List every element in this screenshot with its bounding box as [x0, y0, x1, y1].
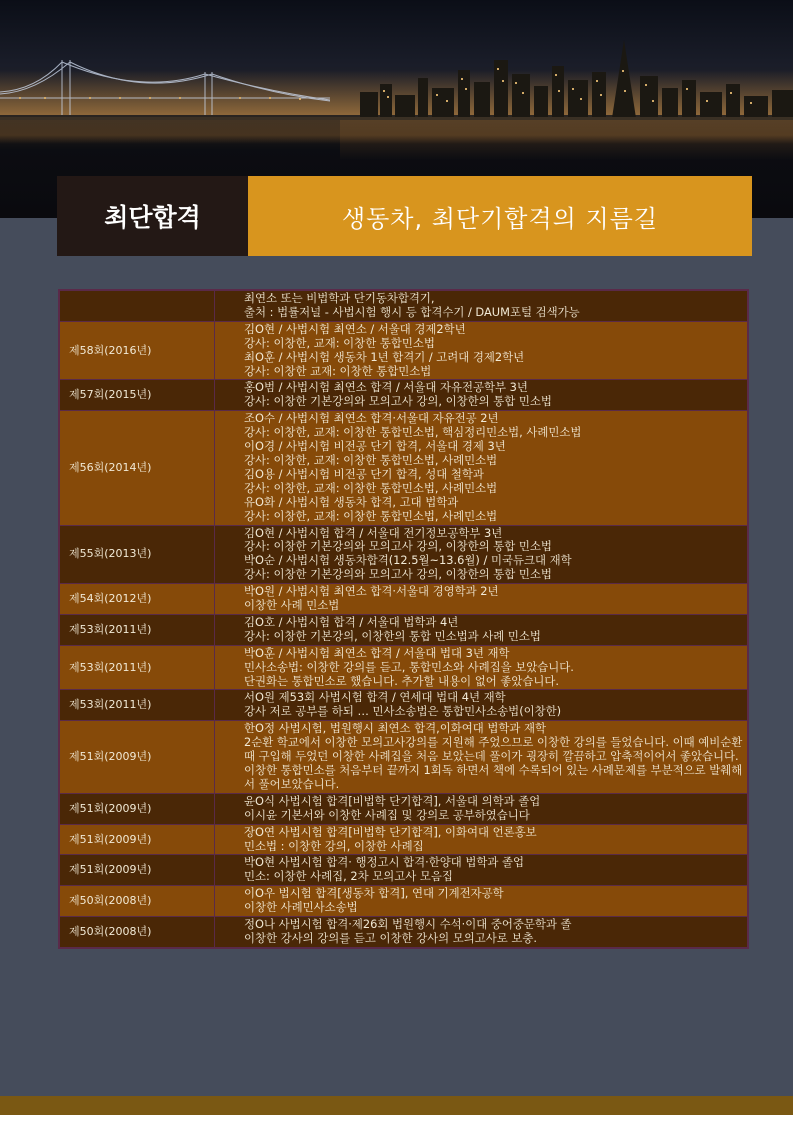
- detail-line: 윤O식 사법시험 합격[비법학 단기합격], 서울대 의학과 졸업: [244, 793, 541, 808]
- title-banner: 생동차, 최단기합격의 지름길: [248, 176, 752, 256]
- detail-line: 박O순 / 사법시험 생동차합격(12.5월~13.6월) / 미국듀크대 재학: [244, 553, 572, 568]
- detail-line: 강사: 이창한, 교재: 이창한 통합민소법, 사례민소법: [244, 452, 498, 467]
- detail-line: 이시윤 기본서와 이창한 사례집 및 강의로 공부하였습니다: [244, 807, 530, 822]
- table-row: [60, 917, 748, 948]
- results-table: [58, 289, 749, 949]
- table-row: [60, 886, 748, 917]
- table-row: [60, 411, 748, 525]
- detail-line: 김O현 / 사법시험 합격 / 서울대 전기정보공학부 3년: [244, 525, 503, 540]
- detail-line: 강사 저로 공부를 하되 … 민사소송법은 통합민사소송법(이창한): [244, 704, 562, 719]
- detail-line: 김O용 / 사법시험 비전공 단기 합격, 성대 철학과: [244, 466, 484, 481]
- detail-line: 2순환 학교에서 이창한 모의고사강의를 지원해 주었으므로 이창한 강의를 들었습니다. 이때 예비순환때 구입해 두었던 이창한 사례집을 처음 보았는데 풀이가 굉장히 깔끔하고 압축적이어서 좋았습니다. 이창한 통합민소를 처음부터 끝까지 1회독 하면서 책에 수록되어 있는 사례문제를 부분적으로 발췌해서 풀어보았습니다.: [244, 735, 743, 791]
- detail-line: 출처 : 법률저널 - 사법시험 행시 등 합격수기 / DAUM포털 검색가능: [244, 304, 580, 319]
- detail-line: 강사: 이창한 기본강의, 이창한의 통합 민소법과 사례 민소법: [244, 628, 541, 643]
- exam-year-cell: 제50회(2008년): [60, 917, 215, 948]
- detail-line: 김O현 / 사법시험 최연소 / 서울대 경제2학년: [244, 321, 466, 336]
- detail-line: 한O정 사법시험, 법원행시 최연소 합격,이화여대 법학과 재학: [244, 721, 547, 736]
- exam-year-cell: 제51회(2009년): [60, 721, 215, 794]
- table-row: [60, 525, 748, 584]
- table-row: [60, 824, 748, 855]
- detail-line: 민소법 : 이창한 강의, 이창한 사례집: [244, 838, 424, 853]
- detail-line: 이창한 강사의 강의를 듣고 이창한 강사의 모의고사로 보충.: [244, 930, 538, 945]
- table-row: [60, 855, 748, 886]
- detail-line: 이O우 법시험 합격[생동차 합격], 연대 기계전자공학: [244, 886, 504, 901]
- title-badge: 최단합격: [57, 176, 248, 256]
- exam-year-cell: 제51회(2009년): [60, 855, 215, 886]
- exam-year-cell: 제54회(2012년): [60, 584, 215, 615]
- footer-bar: [0, 1096, 793, 1121]
- exam-year-cell: 제53회(2011년): [60, 690, 215, 721]
- detail-line: 강사: 이창한 기본강의와 모의고사 강의, 이창한의 통합 민소법: [244, 567, 552, 582]
- exam-year-cell: 제51회(2009년): [60, 793, 215, 824]
- passer-details-cell: [215, 645, 748, 690]
- passer-details-cell: [215, 321, 748, 380]
- passer-details-cell: [215, 584, 748, 615]
- detail-line: 강사: 이창한, 교재: 이창한 통합민소법, 사례민소법: [244, 508, 498, 523]
- table-row: [60, 614, 748, 645]
- detail-line: 이창한 사례민사소송법: [244, 900, 358, 915]
- detail-line: 조O수 / 사법시험 최연소 합격·서울대 자유전공 2년: [244, 411, 499, 426]
- passer-details-cell: [215, 411, 748, 525]
- detail-line: 민사소송법: 이창한 강의를 듣고, 통합민소와 사례집을 보았습니다.: [244, 659, 574, 674]
- exam-year-cell: 제56회(2014년): [60, 411, 215, 525]
- exam-year-cell: 제53회(2011년): [60, 614, 215, 645]
- detail-line: 이창한 사례 민소법: [244, 598, 340, 613]
- table-row: [60, 380, 748, 411]
- table-row: [60, 584, 748, 615]
- detail-line: 김O호 / 사법시험 합격 / 서울대 법학과 4년: [244, 614, 459, 629]
- exam-year-cell: 제50회(2008년): [60, 886, 215, 917]
- table-row: [60, 793, 748, 824]
- detail-line: 홍O범 / 사법시험 최연소 합격 / 서울대 자유전공학부 3년: [244, 380, 528, 395]
- passer-details-cell: [215, 886, 748, 917]
- exam-year-cell: 제51회(2009년): [60, 824, 215, 855]
- table-row: [60, 721, 748, 794]
- exam-year-cell: 제53회(2011년): [60, 645, 215, 690]
- passer-details-cell: [215, 291, 748, 322]
- detail-line: 민소: 이창한 사례집, 2차 모의고사 모음집: [244, 869, 453, 884]
- detail-line: 강사: 이창한, 교재: 이창한 통합민소법: [244, 335, 435, 350]
- passer-details-cell: [215, 917, 748, 948]
- passer-details-cell: [215, 690, 748, 721]
- detail-line: 박O원 / 사법시험 최연소 합격·서울대 경영학과 2년: [244, 584, 499, 599]
- passer-details-cell: [215, 614, 748, 645]
- passer-details-cell: [215, 855, 748, 886]
- detail-line: 최O훈 / 사법시험 생동차 1년 합격기 / 고려대 경제2학년: [244, 349, 525, 364]
- detail-line: 박O현 사법시험 합격· 행정고시 합격·한양대 법학과 졸업: [244, 855, 525, 870]
- detail-line: 강사: 이창한 교재: 이창한 통합민소법: [244, 363, 432, 378]
- passer-details-cell: [215, 793, 748, 824]
- passer-details-cell: [215, 525, 748, 584]
- exam-year-cell: [60, 291, 215, 322]
- table-row: [60, 645, 748, 690]
- detail-line: 단권화는 통합민소로 했습니다. 추가할 내용이 없어 좋았습니다.: [244, 673, 560, 688]
- passer-details-cell: [215, 824, 748, 855]
- detail-line: 강사: 이창한, 교재: 이창한 통합민소법, 사례민소법: [244, 480, 498, 495]
- passer-details-cell: [215, 380, 748, 411]
- detail-line: 서O원 제53회 사법시험 합격 / 연세대 법대 4년 재학: [244, 690, 506, 705]
- detail-line: 강사: 이창한, 교재: 이창한 통합민소법, 핵심정리민소법, 사례민소법: [244, 425, 582, 440]
- detail-line: 이O경 / 사법시험 비전공 단기 합격, 서울대 경제 3년: [244, 439, 506, 454]
- exam-year-cell: 제55회(2013년): [60, 525, 215, 584]
- detail-line: 장O연 사법시험 합격[비법학 단기합격], 이화여대 언론홍보: [244, 824, 537, 839]
- detail-line: 정O나 사법시험 합격·제26회 법원행시 수석·이대 중어중문학과 졸: [244, 917, 572, 932]
- table-row: [60, 321, 748, 380]
- detail-line: 박O훈 / 사법시험 최연소 합격 / 서울대 법대 3년 재학: [244, 645, 510, 660]
- detail-line: 최연소 또는 비법학과 단기동차합격기,: [244, 291, 435, 305]
- detail-line: 강사: 이창한 기본강의와 모의고사 강의, 이창한의 통합 민소법: [244, 394, 552, 409]
- detail-line: 강사: 이창한 기본강의와 모의고사 강의, 이창한의 통합 민소법: [244, 539, 552, 554]
- passer-details-cell: [215, 721, 748, 794]
- exam-year-cell: 제58회(2016년): [60, 321, 215, 380]
- table-row: [60, 690, 748, 721]
- table-row: [60, 291, 748, 322]
- detail-line: 유O화 / 사법시험 생동차 합격, 고대 법학과: [244, 494, 459, 509]
- exam-year-cell: 제57회(2015년): [60, 380, 215, 411]
